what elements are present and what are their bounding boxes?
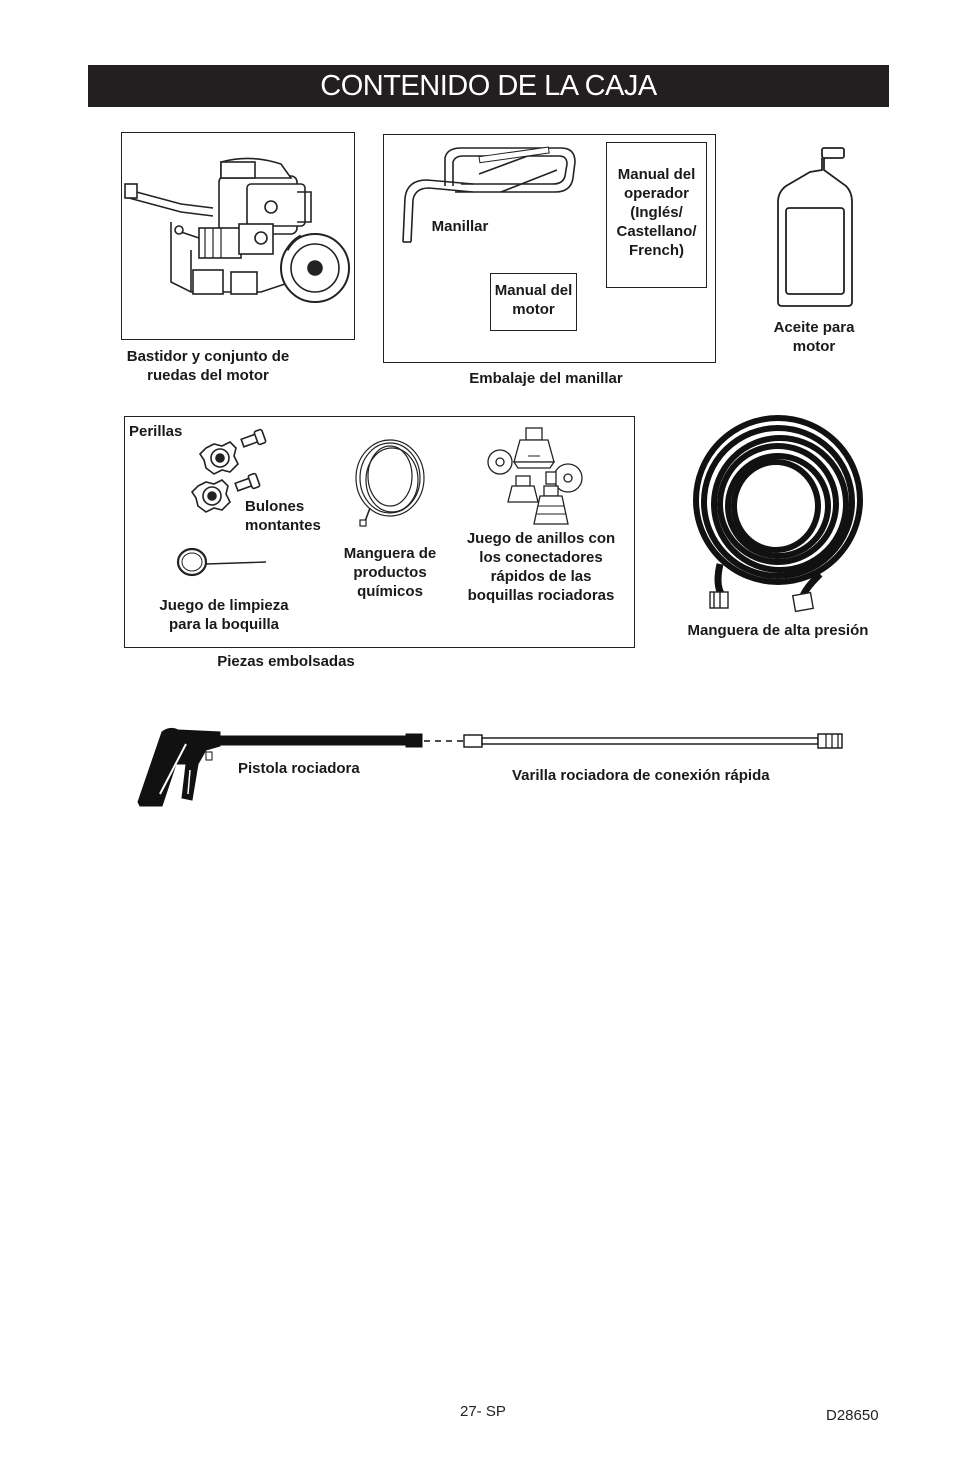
engine-oil-label: Aceite para motor [773, 319, 855, 355]
spray-gun-label: Pistola rociadora [238, 760, 360, 777]
nozzle-ring-kit-icon [484, 426, 588, 530]
engine-manual-label: Manual del motor [494, 282, 573, 318]
frame-label: Bastidor y conjunto de ruedas del motor [126, 348, 290, 384]
bagged-parts-label: Piezas embolsadas [217, 653, 355, 670]
knobs-label: Perillas [129, 423, 183, 440]
handle-label: Manillar [431, 218, 489, 235]
pressure-washer-frame-icon [121, 132, 355, 340]
page-number: 27- SP [460, 1403, 506, 1420]
page-title: CONTENIDO DE LA CAJA [320, 69, 657, 102]
document-code: D28650 [826, 1407, 879, 1424]
oil-bottle-icon [770, 146, 860, 308]
chemical-hose-label: Manguera de productos químicos [343, 545, 437, 600]
mounting-bolts-label: Bulones montantes [245, 498, 321, 534]
title-bar [88, 65, 889, 107]
nozzle-cleaning-kit-label: Juego de limpieza para la boquilla [159, 597, 289, 633]
nozzle-cleaning-tool-icon [174, 544, 270, 578]
high-pressure-hose-icon [690, 414, 866, 614]
chemical-hose-icon [350, 436, 432, 528]
nozzle-ring-kit-label: Juego de anillos con los conectadores rápidos de las boquillas rociadoras [466, 530, 616, 604]
spray-wand-icon [424, 730, 848, 752]
high-pressure-hose-label: Manguera de alta presión [687, 622, 869, 639]
spray-wand-label: Varilla rociadora de conexión rápida [512, 767, 770, 784]
handle-package-label: Embalaje del manillar [469, 370, 623, 387]
operator-manual-label: Manual del operador (Inglés/ Castellano/ French) [616, 166, 697, 259]
